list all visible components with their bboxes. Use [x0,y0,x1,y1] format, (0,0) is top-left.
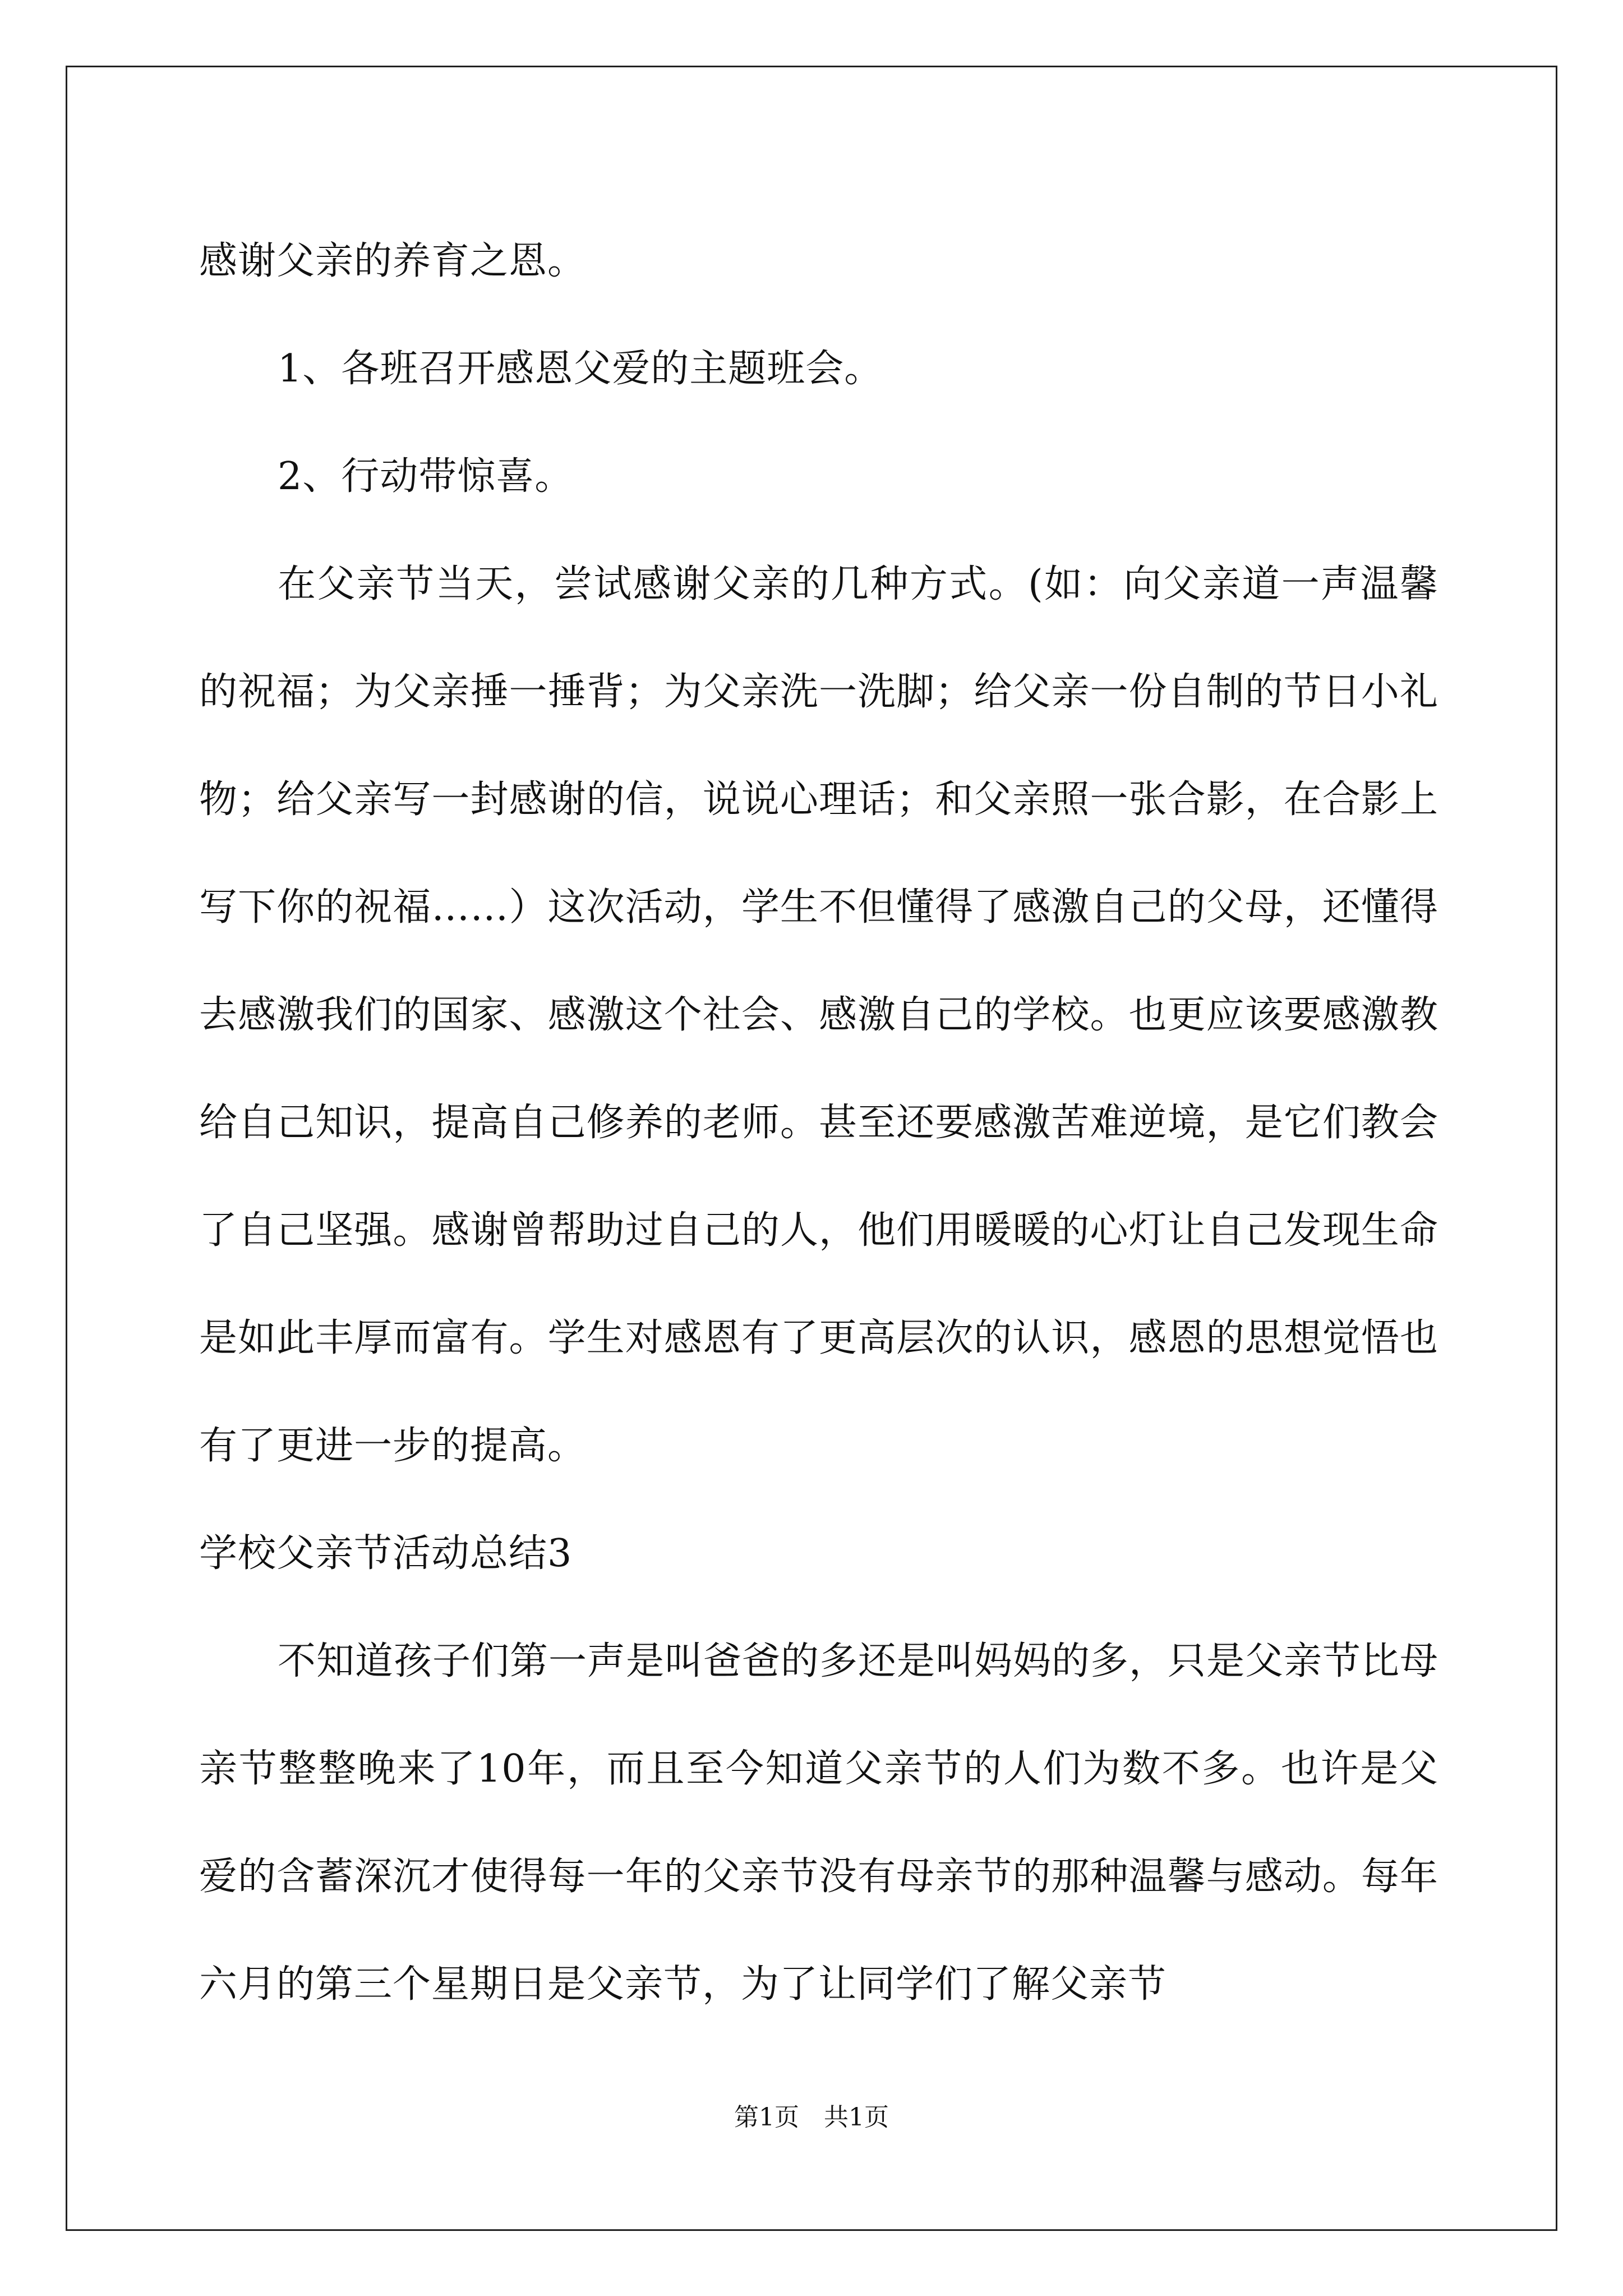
paragraph-2: 1、各班召开感恩父爱的主题班会。 [278,347,883,391]
page-footer: 第1页 共1页 [734,2103,889,2132]
paragraph-5: 不知道孩子们第一声是叫爸爸的多还是叫妈妈的多，只是父亲节比母亲节整整晚来了10年，而且至今知道父亲节的人们为数不多。也许是父爱的含蓄深沉才使得每一年的父亲节没有母亲节的那种温馨与感动。每年六月的第三个星期日是父亲节，为了让同学们了解父亲节 [199,1639,1439,2007]
section-heading: 学校父亲节活动总结3 [199,1531,573,1576]
document-body [199,208,1438,2039]
paragraph-1: 感谢父亲的养育之恩。 [199,239,587,283]
paragraph-4: 在父亲节当天，尝试感谢父亲的几种方式。(如：向父亲道一声温馨的祝福；为父亲捶一捶背；为父亲洗一洗脚；给父亲一份自制的节日小礼物；给父亲写一封感谢的信，说说心理话；和父亲照一张合影，在合影上写下你的祝福……）这次活动，学生不但懂得了感激自己的父母，还懂得去感激我们的国家、感激这个社会、感激自己的学校。也更应该要感激教给自己知识，提高自己修养的老师。甚至还要感激苦难逆境，是它们教会了自己坚强。感谢曾帮助过自己的人，他们用暖暖的心灯让自己发现生命是如此丰厚而富有。学生对感恩有了更高层次的认识，感恩的思想觉悟也有了更进一步的提高。 [199,562,1438,1468]
paragraph-3: 2、行动带惊喜。 [278,454,574,499]
